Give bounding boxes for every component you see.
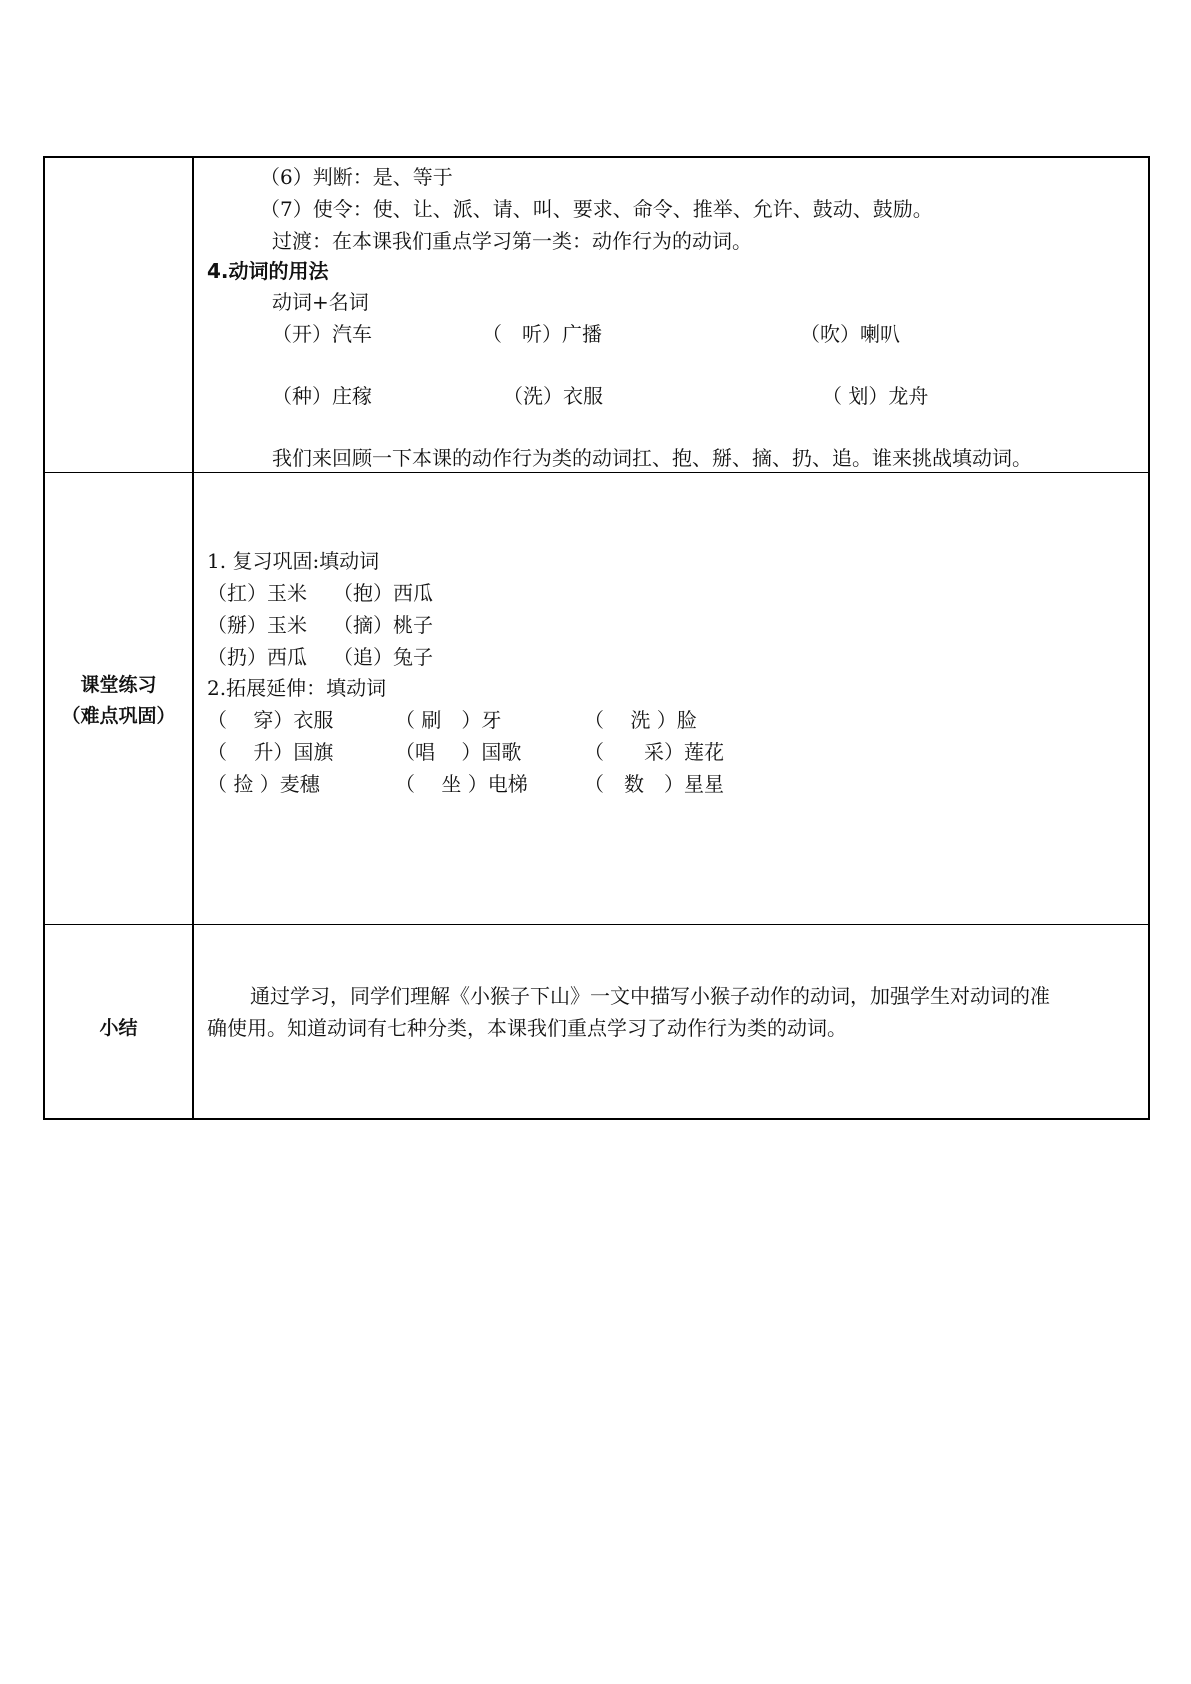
practice-label-line2: （难点巩固） — [61, 705, 176, 727]
exercise-item: （抱）西瓜 — [333, 581, 433, 605]
exercise-item: （ 刷 ）牙 — [395, 708, 502, 732]
lesson-table — [43, 156, 1150, 1120]
text-line: 过渡：在本课我们重点学习第一类：动作行为的动词。 — [272, 229, 752, 253]
example-item: （吹）喇叭 — [800, 322, 900, 346]
practice-label-line1: 课堂练习 — [80, 674, 157, 696]
exercise-title: 2.拓展延伸：填动词 — [207, 676, 387, 700]
exercise-item: （ 数 ）星星 — [584, 772, 724, 796]
practice-label — [45, 670, 192, 732]
summary-label: 小结 — [99, 1017, 138, 1039]
example-item: （开）汽车 — [272, 322, 372, 346]
exercise-item: （ 升）国旗 — [207, 740, 334, 764]
exercise-item: （ 洗 ）脸 — [584, 708, 697, 732]
exercise-item: （扔）西瓜 — [207, 645, 307, 669]
column-divider — [192, 158, 194, 1118]
text-line: （6）判断：是、等于 — [260, 165, 453, 189]
exercise-item: （ 采）莲花 — [584, 740, 724, 764]
example-item: （ 听）广播 — [482, 322, 602, 346]
exercise-item: （扛）玉米 — [207, 581, 307, 605]
row-divider — [45, 924, 1148, 925]
summary-text: 通过学习，同学们理解《小猴子下山》一文中描写小猴子动作的动词，加强学生对动词的准 — [250, 984, 1050, 1008]
summary-text: 确使用。知道动词有七种分类，本课我们重点学习了动作行为类的动词。 — [207, 1016, 847, 1040]
section-heading: 4.动词的用法 — [207, 259, 329, 283]
example-item: （洗）衣服 — [503, 384, 603, 408]
exercise-item: （掰）玉米 — [207, 613, 307, 637]
exercise-item: （ 坐 ）电梯 — [395, 772, 528, 796]
exercise-item: （ 穿）衣服 — [207, 708, 334, 732]
exercise-item: （追）兔子 — [333, 645, 433, 669]
row-divider — [45, 472, 1148, 473]
exercise-item: （唱 ）国歌 — [395, 740, 522, 764]
example-item: （种）庄稼 — [272, 384, 372, 408]
text-line: （7）使令：使、让、派、请、叫、要求、命令、推举、允许、鼓动、鼓励。 — [260, 197, 933, 221]
exercise-item: （摘）桃子 — [333, 613, 433, 637]
review-text: 我们来回顾一下本课的动作行为类的动词扛、抱、掰、摘、扔、追。谁来挑战填动词。 — [272, 446, 1032, 470]
usage-formula: 动词+名词 — [272, 290, 369, 314]
exercise-item: （ 捡 ）麦穗 — [207, 772, 320, 796]
exercise-title: 1. 复习巩固:填动词 — [207, 549, 380, 573]
example-item: （ 划）龙舟 — [822, 384, 929, 408]
